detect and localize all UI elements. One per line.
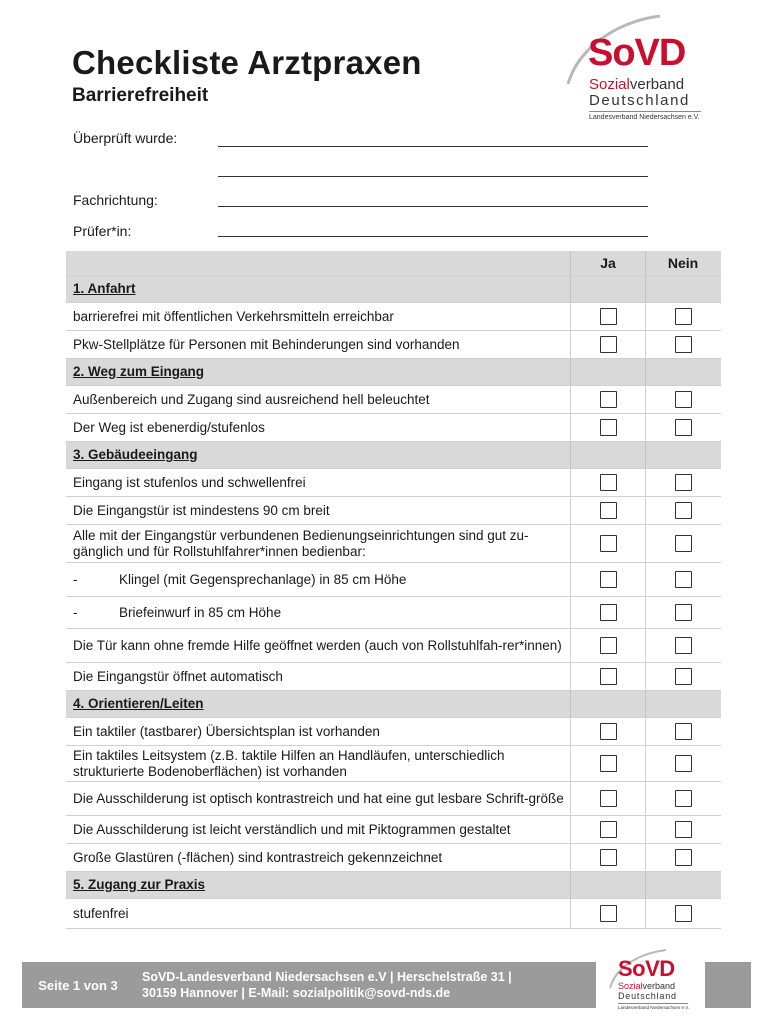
yes-checkbox[interactable]	[600, 535, 617, 552]
item-text: stufenfrei	[73, 905, 129, 921]
section-title: 3. Gebäudeeingang	[73, 447, 198, 462]
section-row	[66, 872, 721, 899]
no-checkbox[interactable]	[675, 668, 692, 685]
examiner-label: Prüfer*in:	[73, 223, 132, 239]
section-row	[66, 359, 721, 386]
item-text: Briefeinwurf in 85 cm Höhe	[119, 604, 282, 620]
checked-line-2[interactable]	[218, 176, 648, 177]
table-row	[66, 597, 721, 629]
item-text: Die Ausschilderung ist optisch kontrastreich und hat eine gut lesbare Schrift-größe	[73, 790, 564, 806]
yes-checkbox[interactable]	[600, 308, 617, 325]
item-text: Die Ausschilderung ist leicht verständlich und mit Piktogrammen gestaltet	[73, 821, 511, 837]
footer-line1: SoVD-Landesverband Niedersachsen e.V | Herschelstraße 31 |	[142, 970, 512, 984]
checked-label: Überprüft wurde:	[73, 130, 178, 146]
logo-line1: Sozialverband	[589, 76, 685, 93]
section-row	[66, 691, 721, 718]
no-checkbox[interactable]	[675, 723, 692, 740]
no-checkbox[interactable]	[675, 637, 692, 654]
no-checkbox[interactable]	[675, 336, 692, 353]
yes-checkbox[interactable]	[600, 502, 617, 519]
item-text: Der Weg ist ebenerdig/stufenlos	[73, 419, 265, 435]
table-row	[66, 816, 721, 844]
logo-line3: Landesverband Niedersachsen e.V.	[589, 114, 700, 121]
table-row	[66, 563, 721, 597]
item-text: Außenbereich und Zugang sind ausreichend hell beleuchtet	[73, 391, 430, 407]
item-dash: -	[73, 571, 78, 587]
yes-checkbox[interactable]	[600, 849, 617, 866]
item-dash: -	[73, 604, 78, 620]
yes-checkbox[interactable]	[600, 668, 617, 685]
table-row	[66, 469, 721, 497]
no-checkbox[interactable]	[675, 419, 692, 436]
section-row	[66, 442, 721, 469]
table-row	[66, 414, 721, 442]
yes-checkbox[interactable]	[600, 723, 617, 740]
item-text: Klingel (mit Gegensprechanlage) in 85 cm Höhe	[119, 571, 407, 587]
table-row	[66, 844, 721, 872]
section-title: 4. Orientieren/Leiten	[73, 696, 204, 711]
examiner-line[interactable]	[218, 236, 648, 237]
table-row	[66, 497, 721, 525]
footer-sovd-logo	[606, 948, 698, 1016]
item-text: Pkw-Stellplätze für Personen mit Behinderungen sind vorhanden	[73, 336, 460, 352]
table-row	[66, 525, 721, 563]
yes-checkbox[interactable]	[600, 905, 617, 922]
yes-checkbox[interactable]	[600, 571, 617, 588]
item-text: Die Tür kann ohne fremde Hilfe geöffnet werden (auch von Rollstuhlfah-rer*innen)	[73, 637, 562, 653]
footer-right-block	[705, 962, 751, 1008]
yes-checkbox[interactable]	[600, 755, 617, 772]
no-checkbox[interactable]	[675, 571, 692, 588]
item-text: Die Eingangstür öffnet automatisch	[73, 668, 283, 684]
logo-brand: SoVD	[588, 32, 686, 74]
table-row	[66, 899, 721, 929]
section-title: 5. Zugang zur Praxis	[73, 877, 206, 892]
table-row	[66, 718, 721, 746]
footer-logo-brand: SoVD	[618, 956, 675, 981]
specialty-label: Fachrichtung:	[73, 192, 158, 208]
table-row	[66, 746, 721, 782]
section-row	[66, 276, 721, 303]
logo-line2: Deutschland	[589, 92, 690, 109]
yes-checkbox[interactable]	[600, 474, 617, 491]
section-title: 2. Weg zum Eingang	[73, 364, 205, 379]
sovd-logo	[560, 14, 710, 126]
col-yes-header: Ja	[570, 251, 645, 275]
no-checkbox[interactable]	[675, 474, 692, 491]
no-checkbox[interactable]	[675, 535, 692, 552]
no-checkbox[interactable]	[675, 905, 692, 922]
footer-address	[142, 969, 512, 1001]
no-checkbox[interactable]	[675, 849, 692, 866]
item-text: Eingang ist stufenlos und schwellenfrei	[73, 474, 306, 490]
footer-logo-line1: Sozialverband	[618, 981, 676, 991]
checklist-table	[66, 251, 721, 929]
footer-page-number: Seite 1 von 3	[22, 962, 134, 1008]
no-checkbox[interactable]	[675, 308, 692, 325]
yes-checkbox[interactable]	[600, 790, 617, 807]
footer-logo-line2: Deutschland	[618, 991, 677, 1001]
specialty-line[interactable]	[218, 206, 648, 207]
item-text: Alle mit der Eingangstür verbundenen Bedienungseinrichtungen sind gut zu-gänglich und für Rollstuhlfahrer*innen bedienbar:	[73, 527, 529, 559]
yes-checkbox[interactable]	[600, 336, 617, 353]
yes-checkbox[interactable]	[600, 604, 617, 621]
footer-logo-line3: Landesverband Niedersachsen e.V.	[618, 1005, 690, 1010]
no-checkbox[interactable]	[675, 604, 692, 621]
yes-checkbox[interactable]	[600, 419, 617, 436]
page-subtitle: Barrierefreiheit	[72, 85, 209, 106]
section-title: 1. Anfahrt	[73, 281, 136, 296]
no-checkbox[interactable]	[675, 391, 692, 408]
footer-line2: 30159 Hannover | E-Mail: sozialpolitik@sovd-nds.de	[142, 986, 451, 1000]
item-text: Ein taktiler (tastbarer) Übersichtsplan ist vorhanden	[73, 723, 380, 739]
no-checkbox[interactable]	[675, 821, 692, 838]
footer-logo-rule	[618, 1003, 688, 1004]
table-row	[66, 303, 721, 331]
table-row	[66, 386, 721, 414]
no-checkbox[interactable]	[675, 755, 692, 772]
table-row	[66, 629, 721, 663]
yes-checkbox[interactable]	[600, 821, 617, 838]
col-no-header: Nein	[645, 251, 720, 275]
table-row	[66, 663, 721, 691]
checked-line[interactable]	[218, 146, 648, 147]
yes-checkbox[interactable]	[600, 637, 617, 654]
table-header	[66, 251, 721, 276]
item-text: barrierefrei mit öffentlichen Verkehrsmitteln erreichbar	[73, 308, 394, 324]
no-checkbox[interactable]	[675, 502, 692, 519]
yes-checkbox[interactable]	[600, 391, 617, 408]
table-row	[66, 331, 721, 359]
table-row	[66, 782, 721, 816]
item-text: Große Glastüren (-flächen) sind kontrastreich gekennzeichnet	[73, 849, 443, 865]
item-text: Die Eingangstür ist mindestens 90 cm breit	[73, 502, 330, 518]
item-text: Ein taktiles Leitsystem (z.B. taktile Hilfen an Handläufen, unterschiedlich strukturierte Bodenoberflächen) ist vorhanden	[73, 747, 505, 779]
no-checkbox[interactable]	[675, 790, 692, 807]
logo-rule	[589, 111, 701, 112]
page-title: Checkliste Arztpraxen	[72, 44, 422, 81]
